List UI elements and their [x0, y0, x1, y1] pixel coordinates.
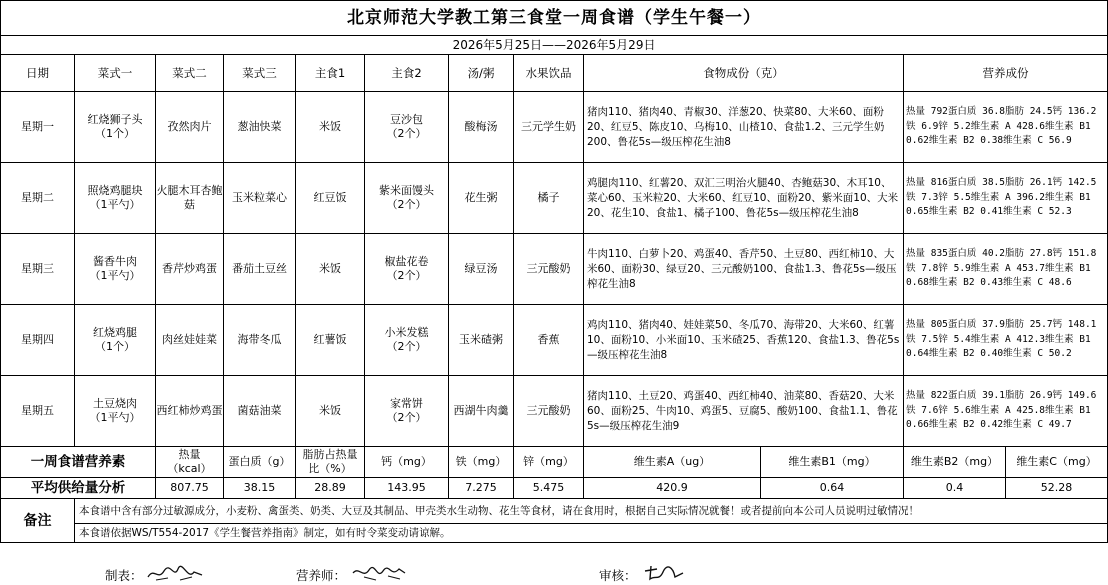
summary-values-row [1, 478, 1108, 499]
fruit-cell: 橘子 [514, 163, 584, 234]
dish2-cell: 西红柿炒鸡蛋 [156, 376, 224, 447]
dish3-cell: 葱油快菜 [224, 92, 296, 163]
soup-cell: 绿豆汤 [449, 234, 514, 305]
staple2-cell: 豆沙包 （2个） [365, 92, 449, 163]
maker-label: 制表： [105, 568, 143, 583]
avg-calcium: 143.95 [365, 478, 449, 499]
summary-col-vitb2: 维生素B2（mg） [904, 447, 1006, 478]
avg-zinc: 5.475 [514, 478, 584, 499]
nutritionist-signature [350, 563, 410, 585]
nutrition-cell: 热量 822蛋白质 39.1脂肪 26.9钙 149.6铁 7.6锌 5.6维生素 A 425.8维生素 B1 0.66维生素 B2 0.42维生素 C 49.7 [904, 376, 1108, 447]
header-staple2: 主食2 [365, 55, 449, 92]
note-row [1, 524, 1108, 543]
summary-col-vita: 维生素A（ug） [584, 447, 761, 478]
dish1-cell: 红烧鸡腿 （1个） [75, 305, 156, 376]
note-row [1, 499, 1108, 524]
avg-vitb2: 0.4 [904, 478, 1006, 499]
staple1-cell: 红薯饭 [296, 305, 365, 376]
staple1-cell: 米饭 [296, 92, 365, 163]
header-fruit: 水果饮品 [514, 55, 584, 92]
nutrition-cell: 热量 816蛋白质 38.5脂肪 26.1钙 142.5铁 7.3锌 5.5维生素 A 396.2维生素 B1 0.65维生素 B2 0.41维生素 C 52.3 [904, 163, 1108, 234]
avg-protein: 38.15 [224, 478, 296, 499]
dish2-cell: 火腿木耳杏鲍菇 [156, 163, 224, 234]
day-label: 星期五 [1, 376, 75, 447]
fruit-cell: 三元酸奶 [514, 234, 584, 305]
maker-signature [146, 563, 206, 585]
dish2-cell: 孜然肉片 [156, 92, 224, 163]
dish1-cell: 酱香牛肉 （1平勺） [75, 234, 156, 305]
summary-col-vitb1: 维生素B1（mg） [761, 447, 904, 478]
soup-cell: 酸梅汤 [449, 92, 514, 163]
summary-header-row [1, 447, 1108, 478]
nutrition-cell: 热量 792蛋白质 36.8脂肪 24.5钙 136.2铁 6.9锌 5.2维生素 A 428.6维生素 B1 0.62维生素 B2 0.38维生素 C 56.9 [904, 92, 1108, 163]
signature-bar [0, 563, 1087, 585]
dish1-cell: 照烧鸡腿块 （1平勺） [75, 163, 156, 234]
header-nutrition: 营养成份 [904, 55, 1108, 92]
fruit-cell: 香蕉 [514, 305, 584, 376]
staple2-cell: 小米发糕 （2个） [365, 305, 449, 376]
day-row [1, 376, 1108, 447]
soup-cell: 玉米碴粥 [449, 305, 514, 376]
staple1-cell: 米饭 [296, 234, 365, 305]
header-row [1, 55, 1108, 92]
day-label: 星期三 [1, 234, 75, 305]
soup-cell: 西湖牛肉羹 [449, 376, 514, 447]
dish3-cell: 菌菇油菜 [224, 376, 296, 447]
allergen-note: 本食谱中含有部分过敏源成分，小麦粉、禽蛋类、奶类、大豆及其制品、甲壳类水生动物、花生等食材，请在食用时，根据自己实际情况就餐！或者提前向本公司人员说明过敏情况！ [75, 499, 1108, 524]
summary-col-vitc: 维生素C（mg） [1006, 447, 1108, 478]
header-dish3: 菜式三 [224, 55, 296, 92]
note-label: 备注 [1, 499, 75, 543]
summary-col-protein: 蛋白质（g） [224, 447, 296, 478]
summary-col-energy: 热量 （kcal） [156, 447, 224, 478]
day-label: 星期一 [1, 92, 75, 163]
ingredients-cell: 猪肉110、猪肉40、青椒30、洋葱20、快菜80、大米60、面粉20、红豆5、陈皮10、乌梅10、山楂10、食盐1.2、三元学生奶200、鲁花5s—级压榨花生油8 [584, 92, 904, 163]
avg-vita: 420.9 [584, 478, 761, 499]
reviewer-label: 审核： [599, 568, 637, 583]
summary-col-iron: 铁（mg） [449, 447, 514, 478]
header-staple1: 主食1 [296, 55, 365, 92]
staple2-cell: 椒盐花卷 （2个） [365, 234, 449, 305]
staple2-cell: 紫米面馒头 （2个） [365, 163, 449, 234]
avg-iron: 7.275 [449, 478, 514, 499]
ingredients-cell: 鸡肉110、猪肉40、娃娃菜50、冬瓜70、海带20、大米60、红薯10、面粉10、小米面10、玉米碴25、香蕉120、食盐1.3、鲁花5s—级压榨花生油8 [584, 305, 904, 376]
dish1-cell: 土豆烧肉 （1平勺） [75, 376, 156, 447]
nutrition-cell: 热量 835蛋白质 40.2脂肪 27.8钙 151.8铁 7.8锌 5.9维生素 A 453.7维生素 B1 0.68维生素 B2 0.43维生素 C 48.6 [904, 234, 1108, 305]
reviewer-signature [643, 563, 687, 585]
fruit-cell: 三元学生奶 [514, 92, 584, 163]
dish3-cell: 番茄土豆丝 [224, 234, 296, 305]
dish2-cell: 肉丝娃娃菜 [156, 305, 224, 376]
header-date: 日期 [1, 55, 75, 92]
staple1-cell: 红豆饭 [296, 163, 365, 234]
fruit-cell: 三元酸奶 [514, 376, 584, 447]
day-label: 星期四 [1, 305, 75, 376]
average-label: 平均供给量分析 [1, 478, 156, 499]
page-title: 北京师范大学教工第三食堂一周食谱（学生午餐一） [1, 1, 1108, 36]
dish3-cell: 海带冬瓜 [224, 305, 296, 376]
avg-fat: 28.89 [296, 478, 365, 499]
summary-col-calcium: 钙（mg） [365, 447, 449, 478]
guideline-note: 本食谱依据WS/T554-2017《学生餐营养指南》制定，如有时令菜变动请谅解。 [75, 524, 1108, 543]
day-row [1, 163, 1108, 234]
day-row [1, 92, 1108, 163]
avg-vitb1: 0.64 [761, 478, 904, 499]
summary-label: 一周食谱营养素 [1, 447, 156, 478]
ingredients-cell: 猪肉110、土豆20、鸡蛋40、西红柿40、油菜80、香菇20、大米60、面粉25、牛肉10、鸡蛋5、豆腐5、酸奶100、食盐1.1、鲁花5s—级压榨花生油9 [584, 376, 904, 447]
soup-cell: 花生粥 [449, 163, 514, 234]
dish2-cell: 香芹炒鸡蛋 [156, 234, 224, 305]
ingredients-cell: 鸡腿肉110、红薯20、双汇三明治火腿40、杏鲍菇30、木耳10、菜心60、玉米粒20、大米60、红豆10、面粉20、紫米面10、大米20、花生10、食盐1、橘子100、鲁花5s—级压榨花生油8 [584, 163, 904, 234]
nutritionist-label: 营养师： [296, 568, 347, 583]
summary-col-zinc: 锌（mg） [514, 447, 584, 478]
nutrition-cell: 热量 805蛋白质 37.9脂肪 25.7钙 148.1铁 7.5锌 5.4维生素 A 412.3维生素 B1 0.64维生素 B2 0.40维生素 C 50.2 [904, 305, 1108, 376]
date-range: 2026年5月25日——2026年5月29日 [1, 36, 1108, 55]
day-row [1, 234, 1108, 305]
staple1-cell: 米饭 [296, 376, 365, 447]
header-dish2: 菜式二 [156, 55, 224, 92]
ingredients-cell: 牛肉110、白萝卜20、鸡蛋40、香芹50、土豆80、西红柿10、大米60、面粉30、绿豆20、三元酸奶100、食盐1.3、鲁花5s—级压榨花生油8 [584, 234, 904, 305]
header-dish1: 菜式一 [75, 55, 156, 92]
avg-energy: 807.75 [156, 478, 224, 499]
staple2-cell: 家常饼 （2个） [365, 376, 449, 447]
day-row [1, 305, 1108, 376]
header-soup: 汤/粥 [449, 55, 514, 92]
summary-col-fat: 脂肪占热量 比（%） [296, 447, 365, 478]
header-ingredients: 食物成份（克） [584, 55, 904, 92]
dish1-cell: 红烧狮子头 （1个） [75, 92, 156, 163]
day-label: 星期二 [1, 163, 75, 234]
dish3-cell: 玉米粒菜心 [224, 163, 296, 234]
avg-vitc: 52.28 [1006, 478, 1108, 499]
